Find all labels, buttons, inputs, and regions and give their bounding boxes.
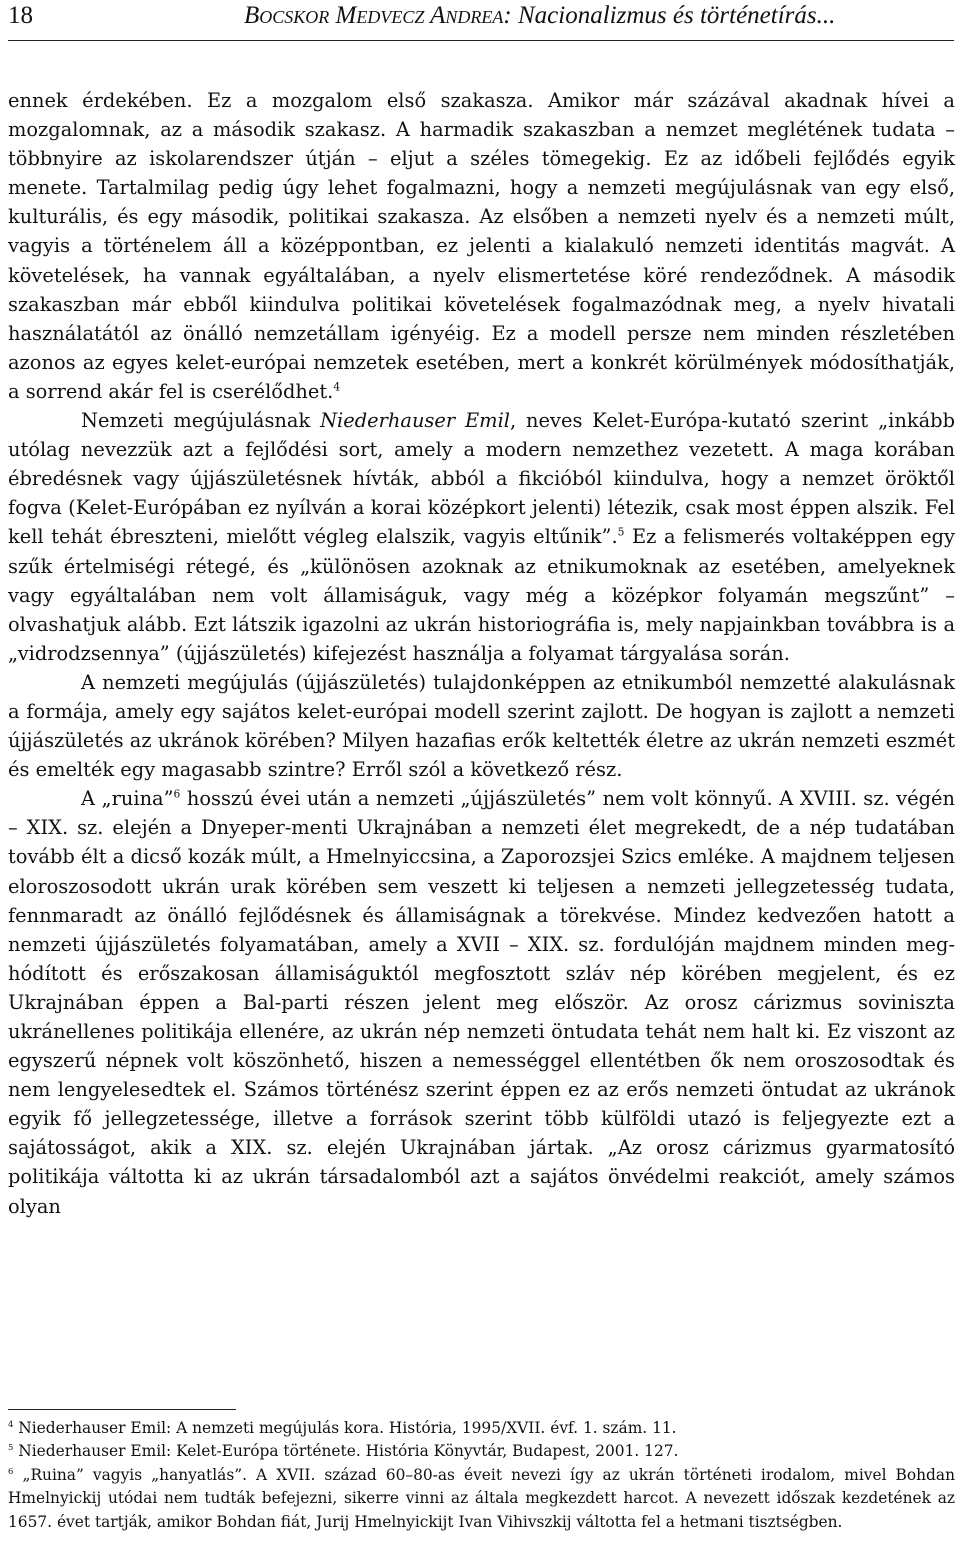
- paragraph-1: [8, 86, 955, 406]
- footnote-text: Niederhauser Emil: A nemzeti megújulás kora. História, 1995/XVII. évf. 1. szám. 11.: [18, 1419, 677, 1437]
- footnote: [8, 1417, 955, 1440]
- footnote: [8, 1440, 955, 1463]
- footnote-text: Niederhauser Emil: Kelet-Európa története. História Könyvtár, Budapest, 2001. 127.: [18, 1442, 679, 1461]
- paragraph-2-text-a: Nemzeti megújulásnak: [81, 409, 321, 433]
- paragraph-2-text-b: , neves Kelet-Európa-kutató szerint „inkább utólag nevezzük azt a fejlődési sort, amely a modern nemzethez vezetett. A maga korában ébredésnek vagy újjászületésnek hívták, abból a fikcióból kiindulva, hogy a nemzet öröktől fogva (Kelet-Európában ez nyílván a korai középkort jelenti) létezik, csak most éppen alszik. Fel kell tehát ébreszteni, mielőtt végleg elalszik, vagyis eltűnik”.: [8, 409, 955, 549]
- footnotes: [8, 1417, 955, 1534]
- footnote-number: 4: [8, 1419, 14, 1430]
- paragraph-2: [8, 406, 955, 668]
- footnote-number: 6: [8, 1465, 14, 1476]
- footnote-number: 5: [8, 1442, 14, 1453]
- paragraph-2-text-c: Ez a felismerés voltaképpen egy szűk értelmiségi rétegé, és „különösen azoknak az etnikumoknak az esetében, amelyeknek vagy egyáltalában nem volt államiságuk, vagy még a középkor folyamán megszűnt” – olvashatjuk alább. Ezt látszik igazolni az ukrán historiográfia is, mely napjainkban továbbra is a „vidrodzsennya” (újjászületés) kifejezést használja a folyamat tárgyalása során.: [8, 525, 955, 665]
- running-book-title: Nacionalizmus és történetírás...: [518, 2, 836, 29]
- running-author: Bocskor Medvecz Andrea:: [244, 2, 512, 29]
- paragraph-4-text-a: A „ruina”: [81, 787, 174, 811]
- paragraph-4-text-b: hosszú évei után a nemzeti „újjászületés” nem volt könnyű. A XVIII. sz. végén – XIX. sz. elején a Dnyeper-menti Ukrajnában a nemzeti élet megrekedt, de a nép tudatában tovább élt a dicső kozák múlt, a Hmelnyiccsina, a Zaporozsjei Szics emléke. A majdnem teljesen eloroszosodott ukrán urak körében sem veszett ki teljesen a nemzeti jellegzetesség tudata, fennmaradt az önálló fejlődésnek és államiságnak a törekvése. Mindez kedvezően hatott a nemzeti újjászületés folyamatában, amely a XVII – XIX. sz. fordulóján majdnem minden meghódított és erőszakosan államiságuktól megfosztott szláv nép körében megjelent, és ez Ukrajnában éppen a Bal-parti részen jelent meg először. Az orosz cárizmus soviniszta ukránellenes politikája ellenére, az ukrán nép nemzeti öntudata tehát nem halt ki. Ez viszont az egyszerű népnek volt köszönhető, hiszen a nemességgel ellentétben ők nem oroszosodtak és nem lengyelesedtek el. Számos történész szerint éppen ez az erős nemzeti öntudat az ukránok egyik fő jellegzetessége, illetve a források szerint több külföldi utazó is feljegyezte ezt a sajátosságot, akik a XIX. sz. elején Ukrajnában jártak. „Az orosz cárizmus gyarmatosító politikája váltotta ki az ukrán társadalomból azt a sajátos önvédelmi reakciót, amely számos olyan: [8, 787, 955, 1218]
- footnote-divider: [8, 1409, 236, 1410]
- paragraph-3: A nemzeti megújulás (újjászületés) tulajdonképpen az etnikumból nemzetté alakulásnak a formája, amely egy sajátos kelet-európai modell szerint zajlott. De hogyan is zajlott a nemzeti újjászületés az ukránok körében? Milyen hazafias erők keltették életre az ukrán nemzeti eszmét és emelték egy magasabb szintre? Erről szól a következő rész.: [8, 670, 955, 782]
- page-number: 18: [8, 2, 33, 29]
- footnote: [8, 1464, 955, 1534]
- running-header: [8, 0, 954, 41]
- paragraph-1-text: ennek érdekében. Ez a mozgalom első szakasza. Amikor már százával akadnak hívei a mozgalomnak, az a második szakasz. A harmadik szakaszban a nemzet meglétének tudata – többnyire az iskolarendszer útján – eljut a széles tömegekig. Ez az időbeli fejlődés egyik menete. Tartalmilag pedig úgy lehet fogalmazni, hogy a nemzeti megújulásnak van egy első, kulturális, és egy második, politikai szakasza. Az elsőben a nemzeti nyelv és a nemzeti múlt, vagyis a történelem áll a középpontban, ez jelenti a kialakuló nemzeti identitás magvát. A követelések, ha vannak egyáltalában, a nyelv elismertetése köré rendeződnek. A második szakaszban már ebből kiindulva politikai követelések fogalmazódnak meg, a nyelv hivatali használatától az önálló nemzetállam igényéig. Ez a modell persze nem minden részletében azonos az egyes kelet-európai nemzetek esetében, mert a konkrét körülmények módosíthatják, a sorrend akár fel is cserélődhet.: [8, 89, 955, 403]
- footnote-ref-4: 4: [333, 380, 341, 394]
- running-title: [244, 2, 835, 30]
- author-name-italic: Niederhauser Emil: [320, 409, 510, 433]
- body-text: [8, 86, 955, 1221]
- footnote-text: „Ruina” vagyis „hanyatlás”. A XVII. század 60–80-as éveit nevezi így az ukrán történeti irodalom, mivel Bohdan Hmelnyickij utódai nem tudták befejezni, sikerre vinni az általa megkezdett harcot. A nevezett időszak kezdetének az 1657. évet tartják, amikor Bohdan fiát, Jurij Hmelnyickijt Ivan Vihivszkij váltotta fel a hetmani tisztségben.: [8, 1465, 955, 1531]
- footnote-ref-6: 6: [173, 787, 181, 801]
- footnote-ref-5: 5: [617, 525, 625, 539]
- paragraph-4: [8, 784, 955, 1220]
